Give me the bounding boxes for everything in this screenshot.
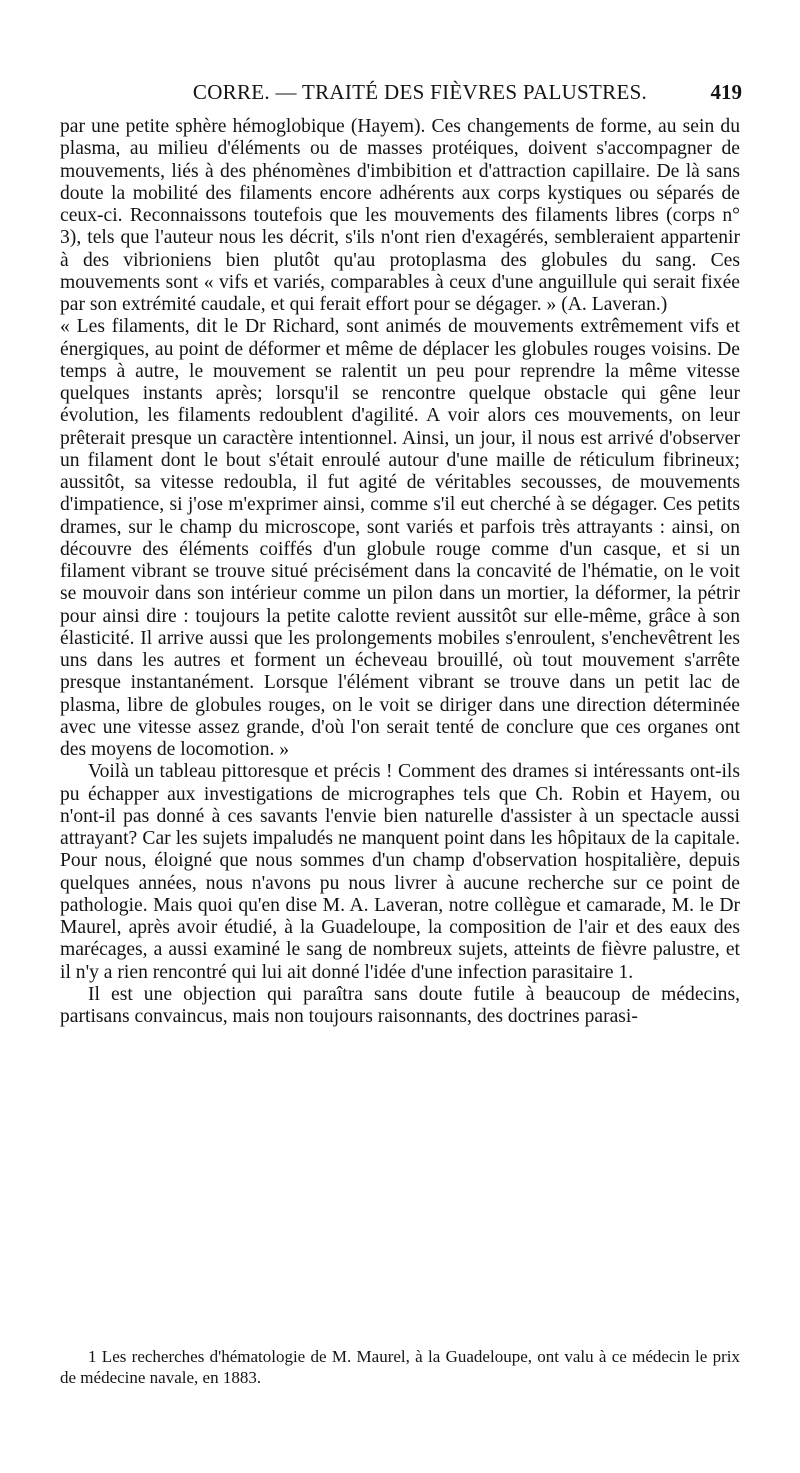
page-number: 419	[710, 80, 742, 104]
paragraph-1: par une petite sphère hémoglobique (Hayem). Ces changements de forme, au sein du plasma, au milieu d'éléments ou de masses protéiques, doivent s'accompagner de mouvements, liés à des phénomènes d'imbibition et d'attraction capillaire. De là sans doute la mobilité des filaments encore adhérents aux corps kystiques ou séparés de ceux-ci. Reconnaissons toutefois que les mouvements des filaments libres (corps n° 3), tels que l'auteur nous les décrit, s'ils n'ont rien d'exagérés, sembleraient appartenir à des vibrioniens bien plutôt qu'au protoplasma des globules du sang. Ces mouvements sont « vifs et variés, comparables à ceux d'une anguillule qui serait fixée par son extrémité caudale, et qui ferait effort pour se dégager. » (A. Laveran.)	[60, 116, 740, 315]
running-title: CORRE. — TRAITÉ DES FIÈVRES PALUSTRES.	[192, 80, 648, 104]
footnotes	[60, 1346, 740, 1388]
page-header	[60, 80, 740, 114]
paragraph-4: Il est une objection qui paraîtra sans doute futile à beaucoup de médecins, partisans convaincus, mais non toujours raisonnants, des doctrines parasi-	[60, 983, 740, 1027]
paragraph-3: Voilà un tableau pittoresque et précis ! Comment des drames si intéressants ont-ils pu échapper aux investigations de micrographes tels que Ch. Robin et Hayem, ou n'ont-il pas donné à ces savants l'envie bien naturelle d'assister à un spectacle aussi attrayant? Car les sujets impaludés ne manquent point dans les hôpitaux de la capitale. Pour nous, éloigné que nous sommes d'un champ d'observation hospitalière, depuis quelques années, nous n'avons pu nous livrer à aucune recherche sur ce point de pathologie. Mais quoi qu'en dise M. A. Laveran, notre collègue et camarade, M. le Dr Maurel, après avoir étudié, à la Guadeloupe, la composition de l'air et des eaux des marécages, a aussi examiné le sang de nombreux sujets, atteints de fièvre palustre, et il n'y a rien rencontré qui lui ait donné l'idée d'une infection parasitaire 1.	[60, 761, 740, 983]
footnote-1: 1 Les recherches d'hématologie de M. Maurel, à la Guadeloupe, ont valu à ce médecin le prix de médecine navale, en 1883.	[60, 1347, 740, 1387]
body-text	[60, 116, 740, 1028]
paragraph-2: « Les filaments, dit le Dr Richard, sont animés de mouvements extrêmement vifs et énergiques, au point de déformer et même de déplacer les globules rouges voisins. De temps à autre, le mouvement se ralentit un peu pour reprendre la même vitesse quelques instants après; lorsqu'il se rencontre quelque obstacle qui gêne leur évolution, les filaments redoublent d'agilité. A voir alors ces mouvements, on leur prêterait presque un caractère intentionnel. Ainsi, un jour, il nous est arrivé d'observer un filament dont le bout s'était enroulé autour d'une maille de réticulum fibrineux; aussitôt, sa vitesse redoubla, il fut agité de véritables secousses, de mouvements d'impatience, si j'ose m'exprimer ainsi, comme s'il eut cherché à se dégager. Ces petits drames, sur le champ du microscope, sont variés et parfois très attrayants : ainsi, on découvre des éléments coiffés d'un globule rouge comme d'un casque, et si un filament vibrant se trouve situé précisément dans la concavité de l'hématie, on le voit se mouvoir dans son intérieur comme un pilon dans un mortier, la déformer, la pétrir pour ainsi dire : toujours la petite calotte revient aussitôt sur elle-même, grâce à son élasticité. Il arrive aussi que les prolongements mobiles s'enroulent, s'enchevêtrent les uns dans les autres et forment un écheveau brouillé, où tout mouvement s'arrête presque instantanément. Lorsque l'élément vibrant se trouve dans un petit lac de plasma, libre de globules rouges, on le voit se diriger dans une direction déterminée avec une vitesse assez grande, d'où l'on serait tenté de conclure que ces organes ont des moyens de locomotion. »	[60, 316, 740, 760]
